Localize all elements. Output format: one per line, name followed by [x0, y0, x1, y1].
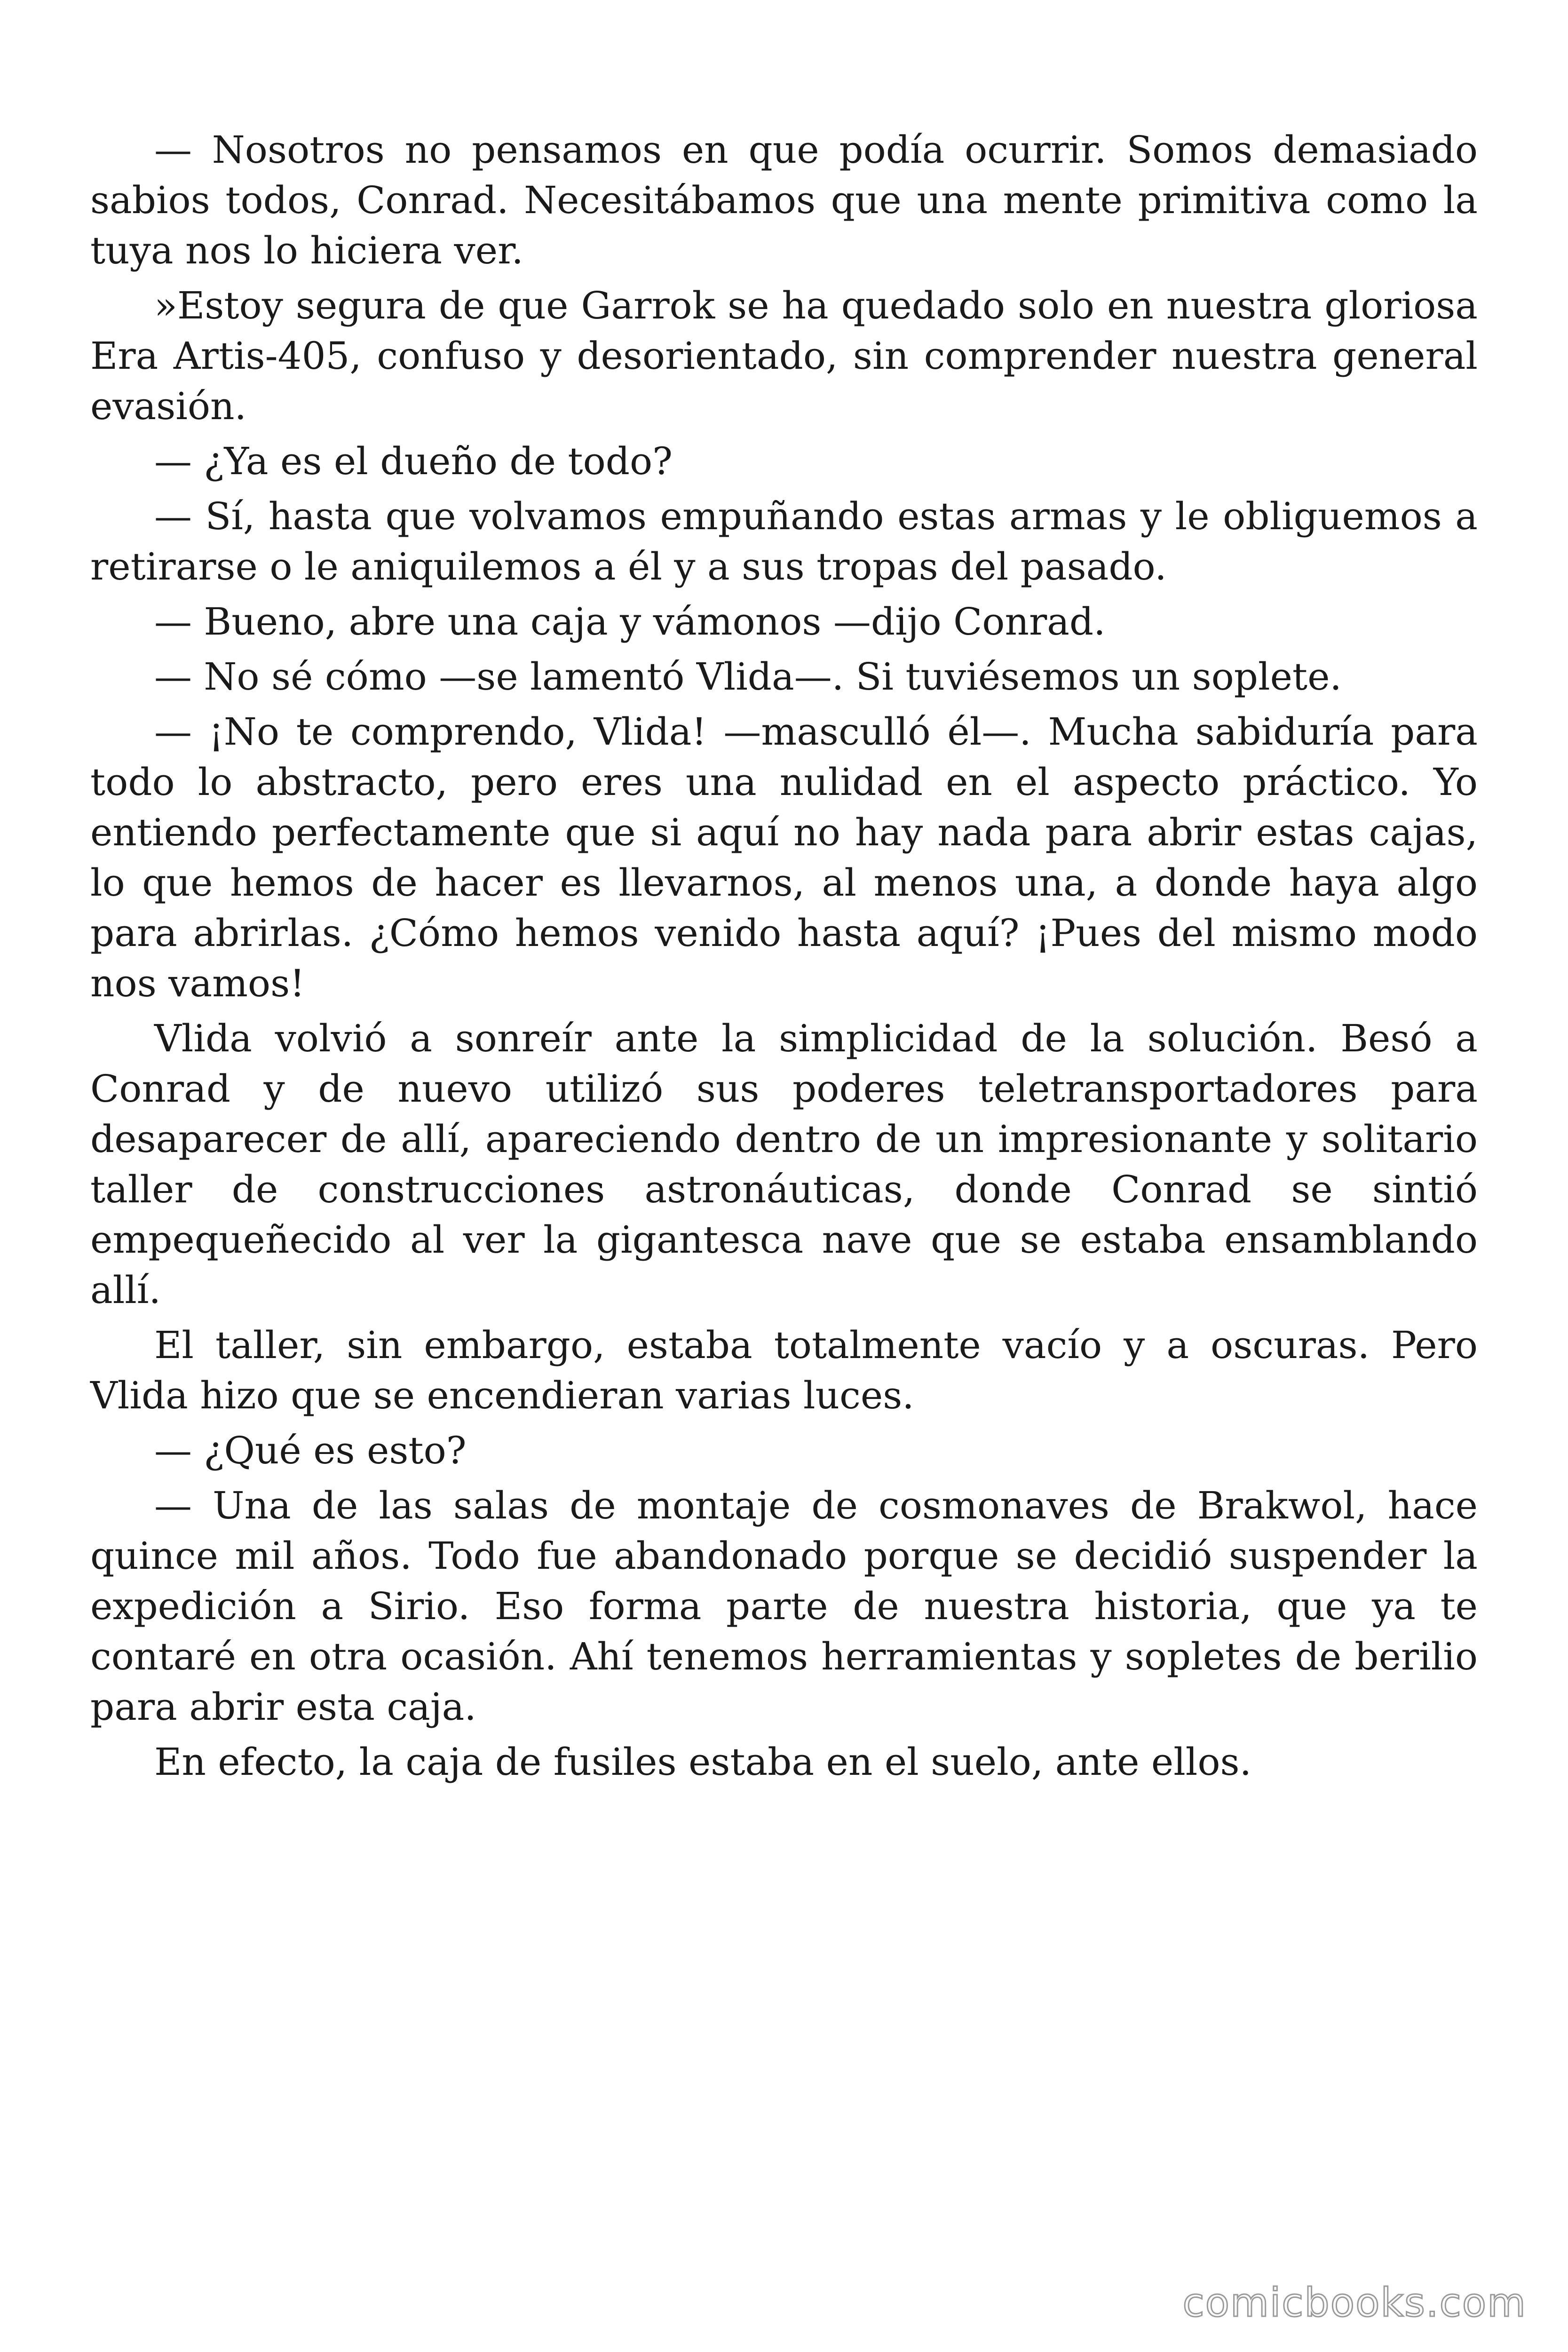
- paragraph: — ¿Ya es el dueño de todo?: [154, 439, 673, 483]
- paragraph: — ¡No te comprendo, Vlida! —masculló él—. Mucha sabiduría para todo lo abstracto, pero eres una nulidad en el aspecto práctico. Yo entiendo perfectamente que si aquí no hay nada para abrir estas cajas, lo que hemos de hacer es llevarnos, al menos una, a donde haya algo para abrirlas. ¿Cómo hemos venido hasta aquí? ¡Pues del mismo modo nos vamos!: [90, 710, 1478, 1005]
- paragraph: — Sí, hasta que volvamos empuñando estas armas y le obliguemos a retirarse o le aniquilemos a él y a sus tropas del pasado.: [90, 494, 1478, 588]
- body-text: [90, 125, 1478, 1792]
- watermark: comicbooks.com: [1182, 2280, 1527, 2326]
- paragraph: — Nosotros no pensamos en que podía ocurrir. Somos demasiado sabios todos, Conrad. Necesitábamos que una mente primitiva como la tuya nos lo hiciera ver.: [90, 128, 1478, 272]
- paragraph: El taller, sin embargo, estaba totalmente vacío y a oscuras. Pero Vlida hizo que se encendieran varias luces.: [90, 1323, 1478, 1417]
- paragraph: — No sé cómo —se lamentó Vlida—. Si tuviésemos un soplete.: [154, 655, 1342, 699]
- paragraph: »Estoy segura de que Garrok se ha quedado solo en nuestra gloriosa Era Artis-405, confuso y desorientado, sin comprender nuestra general evasión.: [90, 284, 1478, 428]
- paragraph: — ¿Qué es esto?: [154, 1429, 467, 1472]
- paragraph: En efecto, la caja de fusiles estaba en el suelo, ante ellos.: [154, 1740, 1252, 1784]
- paragraph: — Una de las salas de montaje de cosmonaves de Brakwol, hace quince mil años. Todo fue abandonado porque se decidió suspender la expedición a Sirio. Eso forma parte de nuestra historia, que ya te contaré en otra ocasión. Ahí tenemos herramientas y sopletes de berilio para abrir esta caja.: [90, 1484, 1478, 1729]
- paragraph: Vlida volvió a sonreír ante la simplicidad de la solución. Besó a Conrad y de nuevo utilizó sus poderes teletransportadores para desaparecer de allí, apareciendo dentro de un impresionante y solitario taller de construcciones astronáuticas, donde Conrad se sintió empequeñecido al ver la gigantesca nave que se estaba ensamblando allí.: [90, 1017, 1478, 1312]
- paragraph: — Bueno, abre una caja y vámonos —dijo Conrad.: [154, 600, 1106, 644]
